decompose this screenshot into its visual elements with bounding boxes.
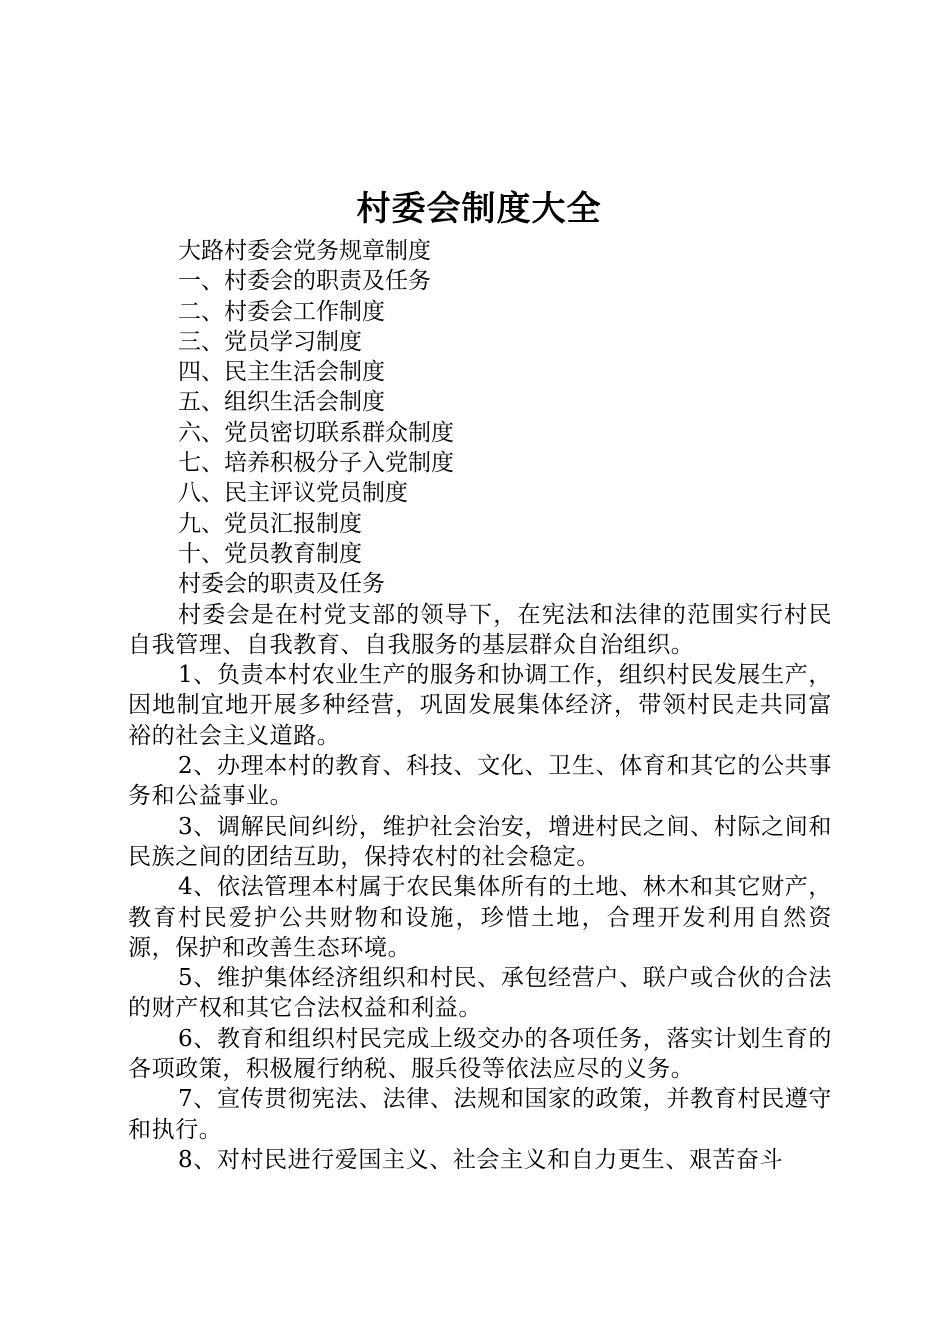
outline-item: 七、培养积极分子入党制度 (178, 450, 454, 477)
outline-item: 四、民主生活会制度 (178, 359, 385, 386)
body-paragraph: 3、调解民间纠纷，维护社会治安，增进村民之间、村际之间和民族之间的团结互助，保持农村的社会稳定。 (128, 813, 832, 870)
document-body (128, 236, 832, 1175)
outline-item: 五、组织生活会制度 (178, 389, 385, 416)
section-heading: 村委会的职责及任务 (178, 571, 385, 598)
outline-item: 八、民主评议党员制度 (178, 480, 408, 507)
body-paragraph: 7、宣传贯彻宪法、法律、法规和国家的政策，并教育村民遵守和执行。 (128, 1086, 832, 1143)
body-paragraph: 5、维护集体经济组织和村民、承包经营户、联户或合伙的合法的财产权和其它合法权益和利益。 (128, 965, 832, 1022)
body-paragraph: 6、教育和组织村民完成上级交办的各项任务，落实计划生育的各项政策，积极履行纳税、服兵役等依法应尽的义务。 (128, 1025, 832, 1083)
body-paragraph: 村委会是在村党支部的领导下，在宪法和法律的范围实行村民自我管理、自我教育、自我服务的基层群众自治组织。 (128, 601, 832, 658)
outline-item: 一、村委会的职责及任务 (178, 268, 431, 295)
body-paragraph: 8、对村民进行爱国主义、社会主义和自力更生、艰苦奋斗 (178, 1146, 784, 1173)
outline-item: 十、党员教育制度 (178, 540, 362, 567)
outline-item: 三、党员学习制度 (178, 328, 362, 355)
outline-item: 大路村委会党务规章制度 (178, 238, 431, 264)
body-paragraph: 2、办理本村的教育、科技、文化、卫生、体育和其它的公共事务和公益事业。 (128, 753, 832, 810)
outline-item: 二、村委会工作制度 (178, 298, 385, 325)
outline-list (128, 236, 832, 600)
outline-item: 六、党员密切联系群众制度 (178, 419, 454, 446)
body-paragraph: 4、依法管理本村属于农民集体所有的土地、林木和其它财产，教育村民爱护公共财物和设施，珍惜土地，合理开发利用自然资源，保护和改善生态环境。 (128, 874, 832, 961)
document-title: 村委会制度大全 (356, 189, 602, 229)
paragraph-list (128, 600, 832, 1176)
outline-item: 九、党员汇报制度 (178, 510, 362, 537)
body-paragraph: 1、负责本村农业生产的服务和协调工作，组织村民发展生产，因地制宜地开展多种经营，巩固发展集体经济，带领村民走共同富裕的社会主义道路。 (128, 662, 832, 749)
